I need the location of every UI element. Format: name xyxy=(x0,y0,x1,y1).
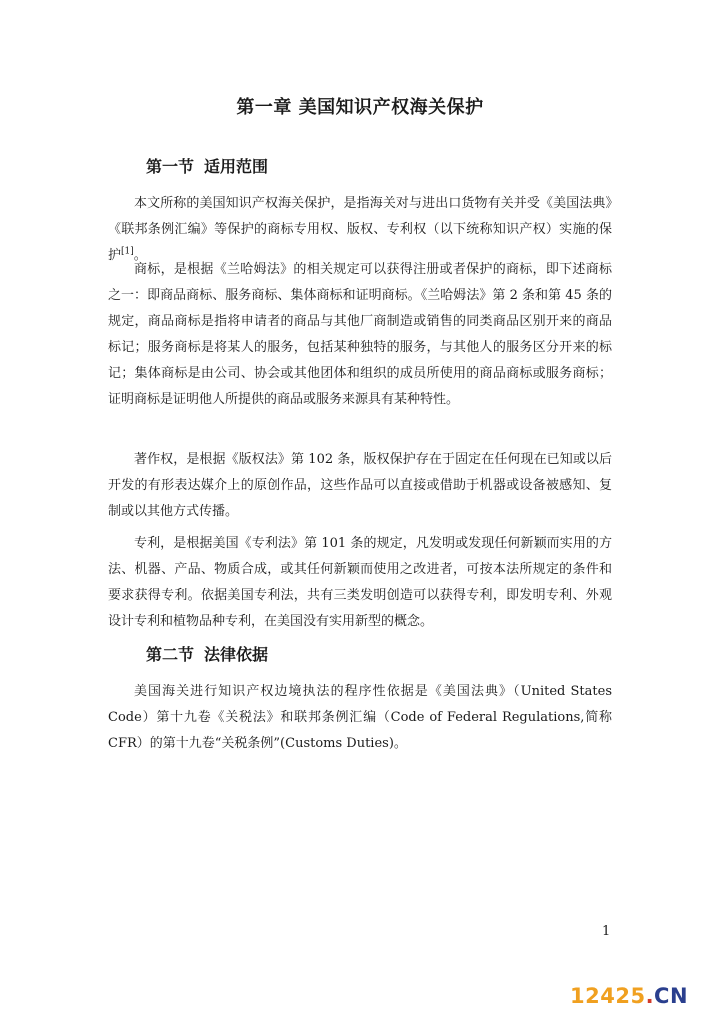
site-watermark-logo xyxy=(570,984,688,1008)
section-heading: 适用范围 xyxy=(204,157,269,176)
paragraph-trademark: 商标，是根据《兰哈姆法》的相关规定可以获得注册或者保护的商标，即下述商标之一：即商品商标、服务商标、集体商标和证明商标。《兰哈姆法》第 2 条和第 45 条的规定，商品商标是指将申请者的商品与其他厂商制造或销售的同类商品区别开来的商品标记；服务商标是将某人的服务，包括某种独特的服务，与其他人的服务区分开来的标记；集体商标是由公司、协会或其他团体和组织的成员所使用的商品商标或服务商标；证明商标是证明他人所提供的商品或服务来源具有某种特性。 xyxy=(108,262,612,407)
paragraph-patent: 专利，是根据美国《专利法》第 101 条的规定，凡发明或发现任何新颖而实用的方法、机器、产品、物质合成，或其任何新颖而使用之改进者，可按本法所规定的条件和要求获得专利。依据美国专利法，共有三类发明创造可以获得专利，即发明专利、外观设计专利和植物品种专利，在美国没有实用新型的概念。 xyxy=(108,536,612,629)
page-number: 1 xyxy=(602,924,611,939)
chapter-title: 第一章 美国知识产权海关保护 xyxy=(236,97,484,118)
section-number: 第二节 xyxy=(146,645,195,664)
section-number: 第一节 xyxy=(146,157,195,176)
section-title-1 xyxy=(146,154,268,177)
section-heading: 法律依据 xyxy=(204,645,269,664)
watermark-number: 12425 xyxy=(570,984,646,1008)
watermark-tld: CN xyxy=(654,984,689,1008)
paragraph-tail: 。 xyxy=(133,248,147,263)
footnote-ref: [1] xyxy=(121,246,134,257)
paragraph-copyright: 著作权，是根据《版权法》第 102 条，版权保护存在于固定在任何现在已知或以后开发的有形表达媒介上的原创作品，这些作品可以直接或借助于机器或设备被感知、复制或以其他方式传播。 xyxy=(108,452,613,519)
watermark-dot: . xyxy=(645,984,655,1008)
section-title-2 xyxy=(146,642,268,665)
paragraph-legal-basis: 美国海关进行知识产权边境执法的程序性依据是《美国法典》（United States Code）第十九卷《关税法》和联邦条例汇编（Code of Federal Regulations,简称 CFR）的第十九卷“关税条例”(Customs Duties)。 xyxy=(108,684,612,751)
paragraph-text: 本文所称的美国知识产权海关保护，是指海关对与进出口货物有关并受《美国法典》《联邦条例汇编》等保护的商标专用权、版权、专利权（以下统称知识产权）实施的保护 xyxy=(108,196,612,263)
